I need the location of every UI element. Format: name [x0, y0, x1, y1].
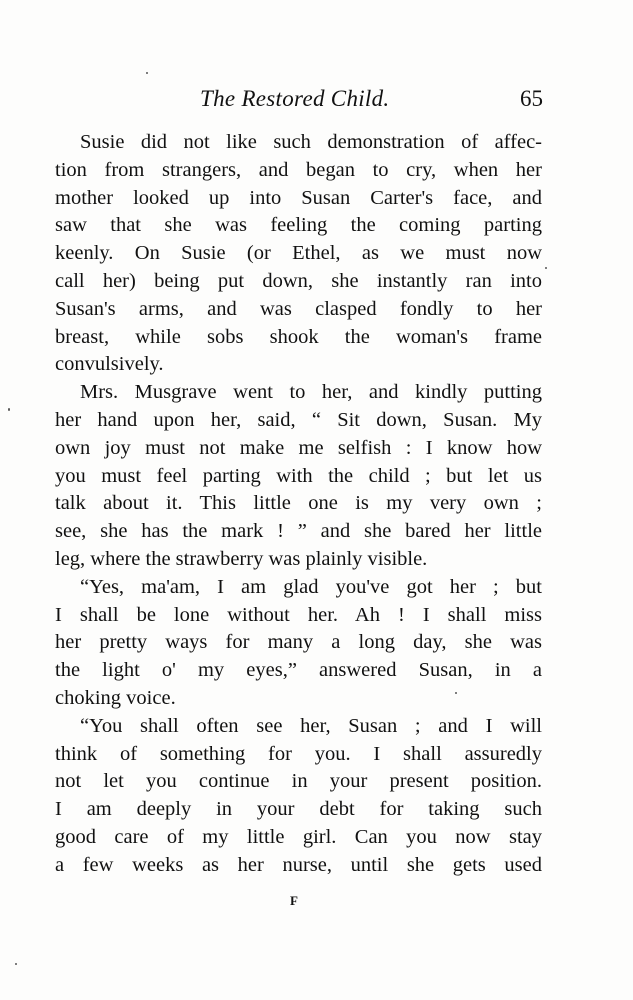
text-line: choking voice.: [55, 686, 176, 709]
text-line: “You shall often see her, Susan ; and I will: [80, 714, 542, 737]
text-line: breast, while sobs shook the woman's frame: [55, 325, 542, 348]
dust-speck: [146, 72, 148, 74]
signature-mark: F: [290, 893, 298, 908]
text-line: Mrs. Musgrave went to her, and kindly putting: [80, 381, 542, 404]
text-line: her hand upon her, said, “ Sit down, Susan. My: [55, 408, 542, 431]
text-line: leg, where the strawberry was plainly visible.: [55, 547, 428, 570]
text-line: you must feel parting with the child ; but let us: [55, 464, 542, 487]
page-number: 65: [520, 86, 543, 111]
text-line: call her) being put down, she instantly ran into: [55, 269, 542, 292]
dust-speck: [8, 408, 10, 411]
text-line: Susan's arms, and was clasped fondly to her: [55, 297, 542, 320]
text-line: keenly. On Susie (or Ethel, as we must now: [55, 242, 542, 265]
text-line: I shall be lone without her. Ah ! I shall miss: [55, 603, 542, 626]
text-line: not let you continue in your present position.: [55, 770, 542, 793]
text-line: tion from strangers, and began to cry, when her: [55, 158, 542, 181]
text-line: talk about it. This little one is my very own ;: [55, 492, 542, 515]
text-line: own joy must not make me selfish : I know how: [55, 436, 542, 459]
text-line: think of something for you. I shall assuredly: [55, 742, 542, 765]
text-line: see, she has the mark ! ” and she bared her little: [55, 520, 542, 543]
text-line: good care of my little girl. Can you now stay: [55, 825, 542, 848]
text-line: convulsively.: [55, 353, 164, 376]
running-title: The Restored Child.: [200, 86, 390, 111]
text-line: mother looked up into Susan Carter's face, and: [55, 186, 542, 209]
text-line: “Yes, ma'am, I am glad you've got her ; but: [80, 575, 542, 598]
text-line: I am deeply in your debt for taking such: [55, 798, 542, 821]
text-line: saw that she was feeling the coming parting: [55, 214, 542, 237]
text-line: a few weeks as her nurse, until she gets used: [55, 853, 542, 876]
dust-speck: [455, 692, 457, 694]
body-text: [55, 129, 542, 880]
dust-speck: [15, 963, 17, 965]
page-header: [55, 86, 545, 116]
text-line: her pretty ways for many a long day, she was: [55, 631, 542, 654]
dust-speck: [545, 267, 547, 269]
text-line: the light o' my eyes,” answered Susan, in a: [55, 659, 542, 682]
text-line: Susie did not like such demonstration of affec-: [80, 131, 542, 153]
